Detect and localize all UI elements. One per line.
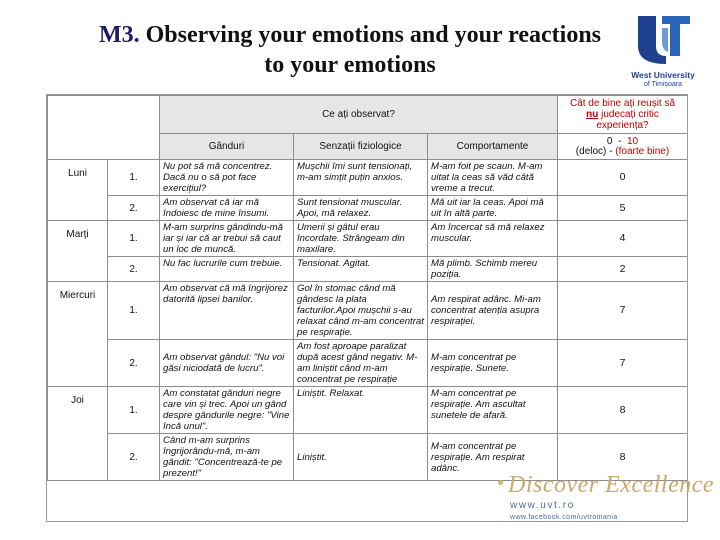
behavior-cell: Mă uit iar la ceas. Apoi mă uit în altă parte. (428, 196, 558, 221)
exercise-cell: 1. (108, 160, 160, 196)
thoughts-cell: Am constatat gânduri negre care vin și trec. Apoi un gând despre gândurile negre: "Vine încă unul". (160, 387, 294, 434)
rating-cell: 8 (558, 434, 688, 481)
sensations-cell: Mușchii îmi sunt tensionați, m-am simțit puțin anxios. (294, 160, 428, 196)
sensations-cell: Liniștit. Relaxat. (294, 387, 428, 434)
exercise-cell: 2. (108, 434, 160, 481)
rating-header-part1: Cât de bine ați reușit să (569, 98, 676, 109)
exercise-cell: 1. (108, 387, 160, 434)
sensations-cell: Tensionat. Agitat. (294, 257, 428, 282)
header-empty-cell (48, 96, 160, 160)
scale-dash: - (618, 135, 622, 147)
sensations-cell: Gol în stomac când mă gândesc la plata facturilor.Apoi mușchii s-au relaxat când m-am concentrat pe respirație. (294, 282, 428, 340)
thoughts-cell: Am observat gândul: "Nu voi găsi niciodată de lucru". (160, 340, 294, 387)
rating-cell: 7 (558, 340, 688, 387)
thoughts-cell: Am observat că mă îngrijorez datorită lipsei banilor. (160, 282, 294, 340)
rating-cell: 2 (558, 257, 688, 282)
behavior-cell: Am respirat adânc. Mi-am concentrat atenția asupra respirației. (428, 282, 558, 340)
uvt-logo-icon (632, 12, 694, 68)
scale-min-label: (deloc) (575, 145, 607, 157)
exercise-cell: 2. (108, 196, 160, 221)
behavior-cell: M-am concentrat pe respirație. Am respirat adânc. (428, 434, 558, 481)
behavior-cell: Am încercat să mă relaxez muscular. (428, 221, 558, 257)
sensations-cell: Umerii și gâtul erau încordate. Strângeam din maxilare. (294, 221, 428, 257)
thoughts-cell: Când m-am surprins îngrijorându-mă, m-am gândit: "Concentrează-te pe prezent!" (160, 434, 294, 481)
day-cell: Marți (48, 221, 108, 282)
logo-line2: of Timișoara (643, 81, 683, 88)
title-line1: Observing your emotions and your reactions (145, 22, 602, 48)
scale-max-label: (foarte bine) (615, 145, 670, 157)
rating-cell: 4 (558, 221, 688, 257)
observation-table (46, 94, 688, 522)
thoughts-cell: Am observat că iar mă îndoiesc de mine însumi. (160, 196, 294, 221)
day-cell: Miercuri (48, 282, 108, 387)
rating-cell: 0 (558, 160, 688, 196)
day-cell: Joi (48, 387, 108, 481)
behavior-cell: M-am foit pe scaun. M-am uitat la ceas să văd câtă vreme a trecut. (428, 160, 558, 196)
logo-line1: West University (631, 70, 695, 80)
rating-cell: 7 (558, 282, 688, 340)
scale-max-value: 10 (626, 135, 639, 147)
exercise-cell: 1. (108, 282, 160, 340)
behavior-cell: M-am concentrat pe respirație. Am ascultat sunetele de afară. (428, 387, 558, 434)
sensations-cell: Sunt tensionat muscular. Apoi, mă relaxez. (294, 196, 428, 221)
title-line2: to your emotions (264, 52, 436, 78)
exercise-cell: 2. (108, 257, 160, 282)
thoughts-cell: M-am surprins gândindu-mă iar și iar că ar trebui să caut un loc de muncă. (160, 221, 294, 257)
exercise-cell: 2. (108, 340, 160, 387)
thoughts-cell: Nu fac lucrurile cum trebuie. (160, 257, 294, 282)
rating-header (558, 96, 688, 134)
group-header: Ce ați observat? (160, 96, 558, 134)
scale-min-value: 0 (606, 135, 613, 147)
watermark-slogan: Discover Excellence (508, 472, 715, 498)
day-cell: Luni (48, 160, 108, 221)
column-header-behavior: Comportamente (428, 134, 558, 160)
slide-title (20, 20, 680, 80)
university-logo (618, 12, 708, 98)
exercise-cell: 1. (108, 221, 160, 257)
column-header-thoughts: Gânduri (160, 134, 294, 160)
rating-cell: 8 (558, 387, 688, 434)
rating-cell: 5 (558, 196, 688, 221)
rating-header-underlined: nu (586, 109, 599, 120)
rating-scale (558, 134, 688, 160)
sensations-cell: Liniștit. (294, 434, 428, 481)
watermark-facebook: www.facebook.com/uvtromania (510, 514, 618, 521)
sensations-cell: Am fost aproape paralizat după acest gând negativ. M-am liniștit când m-am concentrat pe respirație (294, 340, 428, 387)
behavior-cell: Mă plimb. Schimb mereu poziția. (428, 257, 558, 282)
column-header-sensations: Senzații fiziologice (294, 134, 428, 160)
thoughts-cell: Nu pot să mă concentrez. Dacă nu o să pot face exercițiul? (160, 160, 294, 196)
behavior-cell: M-am concentrat pe respirație. Sunete. (428, 340, 558, 387)
rating-header-part2: judecați critic experiența? (596, 109, 659, 131)
title-code: M3. (98, 22, 140, 48)
watermark-website: www.uvt.ro (510, 500, 575, 511)
scale-dash-2: - (609, 145, 613, 157)
